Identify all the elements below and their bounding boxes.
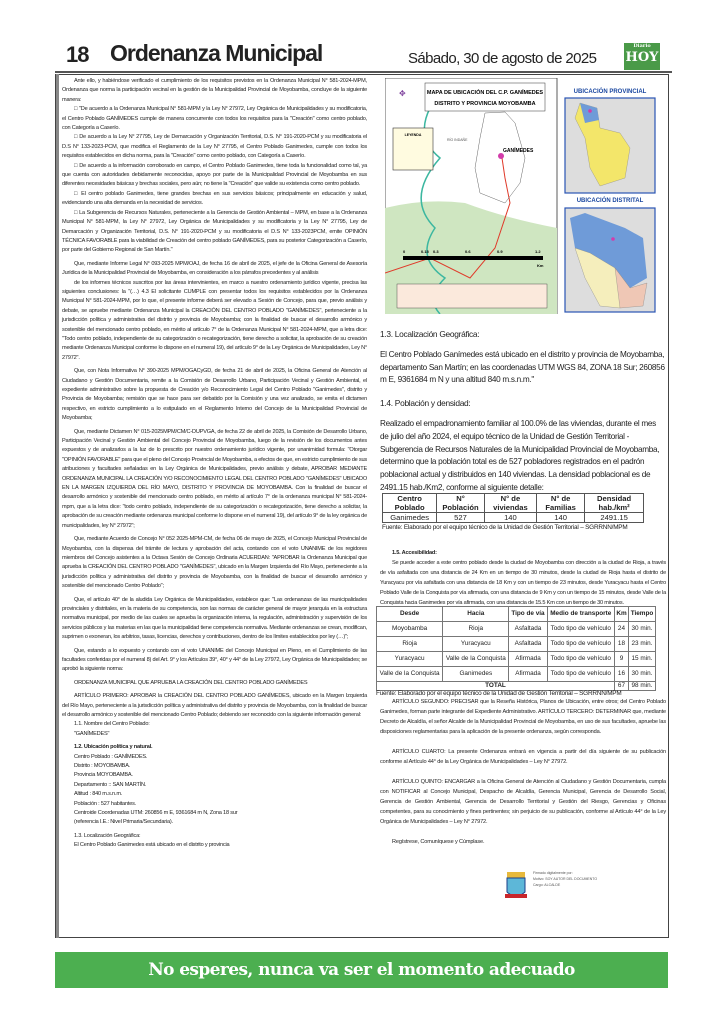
compass-icon: ✥	[399, 89, 406, 98]
table-cell: 30 min.	[628, 667, 655, 682]
signature-line: Motivo: SOY AUTOR DEL DOCUMENTO	[533, 877, 598, 881]
table-cell: Todo tipo de vehículo	[547, 637, 614, 652]
signature-line: Cargo: ALCALDE	[533, 883, 561, 887]
route-table	[376, 606, 656, 691]
paragraph: Que, mediante Informe Legal N° 093-2025 MPM/OAJ, de fecha 16 de abril de 2025, el jefe de la Oficina General de Asesoría Jurídica de la Municipalidad Provincial de Moyobamba, en consideración a los párrafos precedentes y al análisis	[62, 260, 367, 277]
map-title-2: DISTRITO Y PROVINCIA MOYOBAMBA	[434, 101, 536, 107]
table-cell: Valle de la Conquista	[377, 667, 443, 682]
column-header: N° de Familias	[537, 494, 585, 513]
paragraph: Ante ello, y habiéndose verificado el cumplimiento de los requisitos previstos en la Ordenanza Municipal N° 581-2024-MPM, Ordenanza que norma la participación vecinal en la gestión de la Municipalidad Provincial de Moyobamba, concluye de la siguiente manera:	[62, 78, 367, 103]
paragraph: □ La Subgerencia de Recursos Naturales, perteneciente a la Gerencia de Gestión Ambiental – MPM, en base a la Ordenanza Municipal N° 581-MPM, la Ley N° 27972, Ley Orgánica de Municipalidades y su modificatoria y la Ley N° 27795, Ley de Demarcación y Organización Territorial, D.S. N° 191-2020-PCM y su modificatoria el D.S N° 133-2023PCM, emite OPINIÓN TÉCNICA FAVORABLE para la viabilidad de Creación del centro poblado GANÍMEDES, para su posterior Categorización a Caserío, por parte del Gobierno Regional de San Martín."	[62, 209, 367, 254]
table-cell: Afirmada	[509, 652, 547, 667]
section-heading: 1.4. Población y densidad:	[380, 398, 471, 409]
info-heading: 1.2. Ubicación política y natural.	[74, 744, 153, 751]
info-line: Centroide Coordenadas UTM: 260856 m E, 9361684 m N, Zona 18 sur	[74, 810, 238, 817]
table-cell: 30 min.	[628, 622, 655, 637]
table-row	[377, 667, 656, 682]
table-cell: 15 min.	[628, 652, 655, 667]
table-cell: 2491.15	[585, 513, 644, 523]
total-label: TOTAL	[377, 682, 615, 691]
table-cell: Todo tipo de vehículo	[547, 667, 614, 682]
paragraph: □ El centro poblado Ganimedes, tiene grandes brechas en sus servicios básicos; principalmente en educación y salud, evidenciando una alta demanda en la necesidad de servicios.	[62, 190, 367, 207]
table-cell: Todo tipo de vehículo	[547, 622, 614, 637]
legend-title: LEYENDA	[404, 133, 422, 137]
table-cell: Rioja	[377, 637, 443, 652]
table-row	[377, 637, 656, 652]
table-cell: Yuracyacu	[443, 637, 509, 652]
closing-line: Regístrese, Comuníquese y Cúmplase.	[392, 839, 485, 845]
logo-small-text: Diario	[633, 43, 651, 49]
slogan-banner: No esperes, nunca va ser el momento adecuado	[55, 952, 668, 988]
place-label: GANÍMEDES	[503, 148, 534, 154]
left-column	[62, 77, 367, 851]
table-cell: Rioja	[443, 622, 509, 637]
column-header: Hacia	[443, 607, 509, 622]
table-cell: 24	[614, 622, 628, 637]
scale-label: 1.2	[535, 249, 541, 254]
district-marker	[611, 237, 615, 241]
paragraph: Que, el artículo 40° de la aludida Ley Orgánica de Municipalidades, establece que: "Las ordenanzas de las municipalidades provinciales y distritales, en la materia de su competencia, son las normas de carácter general de mayor jerarquía en la estructura normativa municipal, por medio de las cuales se aprueba la organización interna, la regulación, administración y supervisión de los servicios públicos y las materias en las que la municipalidad tiene competencia normativa. Mediante ordenanzas se crean, modifican, suprimen o exoneran, los arbitrios, tasas, licencias, derechos y contribuciones, dentro de los límites establecidos por ley (…)";	[62, 596, 367, 641]
provincial-title: UBICACIÓN PROVINCIAL	[573, 89, 647, 95]
population-table	[382, 493, 644, 523]
paragraph: Que, mediante Dictamen N° 015-2025MPM/CM/C-DUPVGA, de fecha 22 de abril de 2025, la Comisión de Desarrollo Urbano, Participación Vecinal y Gestión Ambiental del Concejo Provincial de Moyobamba, luego de la revisión de los documentos antes expuestos y de analizarlos a la luz de lo prescrito por nuestro ordenamiento jurídico vigente, por unanimidad formula: "Otorgar "OPINIÓN FAVORABLE" para que el pleno del Concejo Provincial de Moyobamba, a efectos de que, en estricto cumplimiento de sus atribuciones y facultades señaladas en la Ley Orgánica de Municipalidades, previo análisis y debate, APROBAR MEDIANTE ORDENANZA MUNICIPAL LA CREACIÓN Y/O RECONOCIMIENTO LEGAL DEL CENTRO POBLADO "GANÍMEDES" UBICADO EN LA MARGEN IZQUIERDA DEL RÍO MAYO, DISTRITO Y PROVINCIA DE MOYOBAMBA. Con la finalidad de buscar el desarrollo armónico y sostenible del mencionado centro poblado, en mérito al artículo 7° de la ordenanza municipal N° 581-2024-mpm, que a la letra dice: "todo centro poblado, independiente de su categorización o recategorización, tiene derecho a solicitar, la aprobación de su creación mediante ordenanza municipal conforme lo dispone en el numeral 19), del artículo 9° de la ley orgánica de municipalidades, ley N° 27972";	[62, 428, 367, 529]
table-cell: 9	[614, 652, 628, 667]
scale-unit: Km	[537, 263, 544, 268]
section-title: Ordenanza Municipal	[110, 40, 323, 66]
scale-bar	[403, 256, 543, 260]
table-cell: Moyobamba	[377, 622, 443, 637]
total-time: 98 min.	[628, 682, 655, 691]
table-header-row	[383, 494, 644, 513]
column-header: Tipo de vía	[509, 607, 547, 622]
paragraph: Que, con Nota Informativa N° 390-2025 MPM/OGACyGD, de fecha 21 de abril de 2025, la Oficina General de Atención al Ciudadano y Gestión Documentaria, remite a la Comisión de Desarrollo Urbano, Participación Vecinal y Gestión Ambiental, el expediente administrativo sobre la propuesta de Creación y/o Reconocimiento Legal del Centro Poblado "Ganimedes", distrito y Provincia de Moyobamba; remisión que se hace para ser debatido por la Comisión y una vez analizado, se emita el dictamen respectivo, en estricto cumplimiento a lo estipulado en el Reglamento Interno del Concejo de la Municipalidad Provincial de Moyobamba;	[62, 368, 367, 422]
info-line: (referencia I.E.: Nivel Primaria/Secundaria).	[74, 819, 173, 826]
scale-label: 0.15	[421, 249, 429, 254]
table-cell: Ganimedes	[443, 667, 509, 682]
table-cell: Asfaltada	[509, 637, 547, 652]
scale-label: 0	[403, 249, 406, 254]
scale-label: 0.3	[433, 249, 439, 254]
table-header-row	[377, 607, 656, 622]
paragraph: □ "De acuerdo a la Ordenanza Municipal N° 581-MPM y la Ley N° 27972, Ley Orgánica de Municipalidades y su modificatoria, el Centro Poblado GANÍMEDES cumple de manera concurrente con todos los requisitos para la "Creación" como centro poblado, con Categoría a Caserío.	[62, 106, 367, 132]
paragraph: □ De acuerdo a la información corroborado en campo, el Centro Poblado Ganimedes, tiene toda la funcionalidad como tal, ya que cuenta con autoridades debidamente reconocidas, apoyo por parte de la Municipalidad Provincial de Moyobamba en sus diferentes necesidades básicas y brechas sociales, pero aún; no tiene la "Creación" que valide su existencia como centro poblado.	[62, 162, 367, 188]
paragraph: Se puede acceder a este centro poblado desde la ciudad de Moyobamba con dirección a la ciudad de Rioja, a través de vía asfaltada con una distancia de 24 Km en un tiempo de 30 minutos, desde la ciudad de Rioja hasta el distrito de Yuracyacu por vía asfaltada con una distancia de 18 Km y con un tiempo de 23 minutos, desde Yuracyacu hasta el Centro Poblado Valle de la Conquista por vía afirmada, con una distancia de 9 Km y con un tiempo de 15 minutos, desde Valle de la Conquista hacia Ganimedes por vía afirmada, con una distancia de 15.5 Km con un tiempo de 30 minutos.	[380, 560, 666, 606]
column-header: Centro Poblado	[383, 494, 437, 513]
table-cell: 140	[484, 513, 536, 523]
table-cell: Yuracyacu	[377, 652, 443, 667]
map-title-1: MAPA DE UBICACIÓN DEL C.P. GANÍMEDES	[426, 90, 544, 96]
column-header: Densidad hab./km²	[585, 494, 644, 513]
paragraph: Que, mediante Acuerdo de Concejo N° 052 2025-MPM-CM, de fecha 06 de mayo de 2025, el Concejo Municipal Provincial de Moyobamba, con la dispensa del trámite de lectura y aprobación del acta, contando con el voto UNANIME de los regidores miembros del Concejo asistentes a la Octava Sesión de Concejo Ordinaria ACUERDAN: "APROBAR la Ordenanza Municipal que aprueba la CREACIÓN DEL CENTRO POBLADO "GANÍMEDES", ubicado en la Margen Izquierda del Río Mayo, perteneciente a la jurisdicción política y administrativa del distrito y provincia de Moyobamba, con la finalidad de buscar el desarrollo armónico y sostenible del mencionado Centro Poblado";	[62, 536, 367, 590]
total-km: 67	[614, 682, 628, 691]
article-paragraph: ARTÍCULO QUINTO: ENCARGAR a la Oficina General de Atención al Ciudadano y Gestión Documentaria, cumpla con NOTIFICAR al Concejo Municipal, Despacho de Alcaldía, Gerencia Municipal, Gerencia de Desarrollo Social, Gerencia de Gestión Ambiental, Gerencia de Desarrollo Territorial y Gestión del Riesgo, Gerencias y Oficinas competentes, para su conocimiento y fines pertinentes; sin perjuicio de su publicación, conforme al Artículo 44° de la Ley Orgánica de Municipalidades – Ley N° 27972.	[380, 779, 666, 825]
provincial-marker	[588, 109, 592, 113]
table-cell: 18	[614, 637, 628, 652]
table-cell: Todo tipo de vehículo	[547, 652, 614, 667]
frame-left-bar	[56, 74, 59, 938]
article-paragraph: ARTÍCULO CUARTO: La presente Ordenanza entrará en vigencia a partir del día siguiente de su publicación conforme al Artículo 44° de la Ley Orgánica de Municipalidades – Ley N° 27972.	[380, 749, 666, 765]
paragraph: Que, estando a lo expuesto y contando con el voto UNANIME del Concejo Municipal en Pleno, en el Cumplimiento de las facultades conferidas por el numeral 8) del Art. 9° y los Artículos 39°, 40° y 44° de la Ley 27972, Ley Orgánica de Municipalidades; se aprobó la siguiente norma:	[62, 647, 367, 673]
table-cell: 140	[537, 513, 585, 523]
issue-date: Sábado, 30 de agosto de 2025	[408, 50, 597, 67]
table-cell: 527	[437, 513, 485, 523]
map-info-block	[397, 284, 547, 308]
accessibility-section	[380, 548, 666, 608]
info-line: Departamento :: SAN MARTÍN.	[74, 781, 147, 788]
table-cell: 23 min.	[628, 637, 655, 652]
district-title: UBICACIÓN DISTRITAL	[576, 198, 644, 204]
signature-line: Firmado digitalmente por:	[533, 871, 573, 875]
table-cell: Ganimedes	[383, 513, 437, 523]
scale-label: 0.6	[465, 249, 471, 254]
section-heading: 1.5. Accesibilidad:	[392, 550, 437, 556]
table-cell: Valle de la Conquista	[443, 652, 509, 667]
info-line: 1.1. Nombre del Centro Poblado:	[74, 721, 150, 728]
logo-big-text: HOY	[625, 50, 659, 65]
location-section	[380, 328, 666, 505]
digital-signature	[503, 870, 633, 915]
table-cell: Afirmada	[509, 667, 547, 682]
table-cell: Asfaltada	[509, 622, 547, 637]
info-line: Población : 527 habitantes.	[74, 800, 137, 807]
column-header: Medio de transporte	[547, 607, 614, 622]
paragraph: ARTÍCULO PRIMERO: APROBAR la CREACIÓN DEL CENTRO POBLADO GANÍMEDES, ubicado en la Margen Izquierda del Río Mayo, perteneciente a la jurisdicción política y administrativa del distrito y provincia de Moyobamba, con la finalidad de buscar el desarrollo armónico y sostenible del mencionado Centro Poblado; debiendo ser reconocido con la siguiente información general:	[62, 693, 367, 718]
page-number: 18	[66, 42, 89, 67]
paragraph: de los informes técnicos suscritos por las áreas intervinientes, en marco a nuestro ordenamiento jurídico vigente, precisa las siguientes conclusiones: la "(…) 4.3 El solicitante CUMPLE con presentar todos los requisitos establecidos por la Ordenanza Municipal N° 581-2024-MPM, por lo que, el presente informe deberá ser elevado a Sesión de Concejo, para que, previo análisis y debate, se apruebe mediante Ordenanza Municipal la CREACIÓN DEL CENTRO POBLADO "GANÍMEDES", perteneciente a la jurisdicción política y administrativa del distrito y provincia de Moyobamba; con la finalidad de buscar el desarrollo armónico y sostenible del mencionado centro poblado, en mérito al artículo 7° de la Ordenanza Municipal N° 581-2024-MPM, que a letra dice: "Todo centro poblado, independiente de su categorización o recategorización, tiene derecho a solicitar, la aprobación de su creación mediante Ordenanza Municipal conforme lo dispone en el numeral 19), del artículo 9° de la Ley Orgánica de Municipalidades, Ley N° 27972".	[62, 279, 367, 361]
info-heading: 1.3. Localización Geográfica:	[74, 832, 141, 839]
header-rule	[55, 71, 672, 73]
info-line: Provincia MOYOBAMBA.	[74, 772, 133, 779]
scale-label: 0.9	[497, 249, 503, 254]
info-line: Centro Poblado : GANÍMEDES.	[74, 753, 148, 760]
table-source: Fuente: Elaborado por el equipo técnico de la Unidad de Gestión Territorial – SGRRNN/MPM	[376, 690, 622, 697]
column-header: N° Población	[437, 494, 485, 513]
column-header: Desde	[377, 607, 443, 622]
section-heading: 1.3. Localización Geográfica:	[380, 329, 480, 339]
table-row	[377, 652, 656, 667]
info-line: Altitud : 840 m.s.n.m.	[74, 791, 123, 798]
info-line: Distrito : MOYOBAMBA.	[74, 763, 131, 770]
info-line: "GANÍMEDES"	[74, 730, 110, 737]
column-header: Tiempo	[628, 607, 655, 622]
table-row	[383, 513, 644, 523]
diario-hoy-logo	[624, 43, 660, 70]
articles-section	[380, 697, 666, 857]
column-header: Km	[614, 607, 628, 622]
paragraph: □ De acuerdo a la Ley N° 27795, Ley de Demarcación y Organización Territorial, D.S. N° 191-2020-PCM y su modificatoria el D.S N° 133-2023-PCM, que modifica el Reglamento de la Ley N° 27795, el Centro Poblado Ganimedes, cumple con todos los requisitos establecidos en dicha norma, para la "Creación" como centro poblado, con Categoría a Caserío.	[62, 134, 367, 160]
ordinance-heading: ORDENANZA MUNICIPAL QUE APRUEBA LA CREACIÓN DEL CENTRO POBLADO GANÍMEDES	[74, 679, 308, 686]
location-map	[385, 78, 667, 314]
table-row	[377, 622, 656, 637]
table-cell: 16	[614, 667, 628, 682]
table-source: Fuente: Elaborado por el equipo técnico de la Unidad de Gestión Territorial – SGRRNN/MPM	[382, 524, 628, 531]
info-line: El Centro Poblado Ganimedes está ubicado en el distrito y provincia	[74, 842, 230, 849]
paragraph: El Centro Poblado Ganímedes está ubicado en el distrito y provincia de Moyobamba, departamento San Martín; en las coordenadas UTM WGS 84, ZONA 18 Sur; 260856 m E, 9361684 m N y una altitud 840 m.s.n.m."	[380, 349, 665, 385]
municipal-coat-of-arms-icon	[503, 870, 529, 904]
paragraph: Realizado el empadronamiento familiar al 100.0% de las viviendas, durante el mes de julio del año 2024, el equipo técnico de la Unidad de Gestión Territorial - Subgerencia de Recursos Naturales de la Municipalidad Provincial de Moyobamba, determino que la población total es de 527 pobladores registrados en el padrón poblacional actual y distribuidos en 140 viviendas. La densidad poblacional es de 2491.15 hab./Km2, conforme al siguiente detalle:	[380, 418, 660, 492]
table-total-row	[377, 682, 656, 691]
column-header: N° de viviendas	[484, 494, 536, 513]
river-label: RÍO INDAÑE	[447, 138, 468, 142]
article-paragraph: ARTÍCULO SEGUNDO: PRECISAR que la Reseña Histórica, Planos de Ubicación, entre otros; del Centro Poblado Ganimedes, forman parte integrante del Expediente Administrativo. ARTÍCULO TERCERO: DETERMINAR que, mediante Decreto de Alcaldía, el señor Alcalde de la Municipalidad Provincial de Moyobamba, en uso de sus facultades, apruebe las disposiciones reglamentarias para la aplicación de la presente ordenanza, según corresponda.	[380, 699, 666, 735]
